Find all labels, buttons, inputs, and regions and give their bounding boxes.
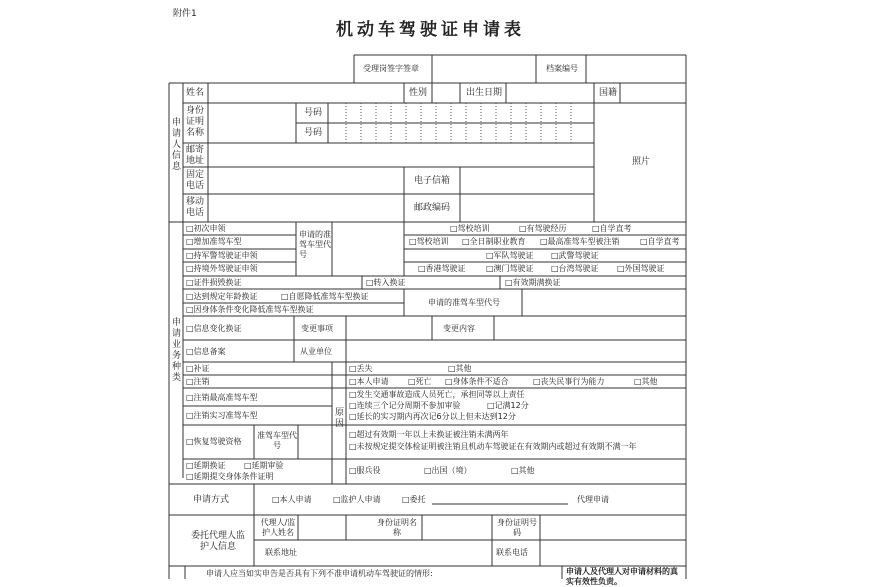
row4-option-1[interactable]: □香港驾驶证 [418, 264, 466, 273]
mobile-label: 移动电话 [186, 197, 205, 218]
photo-area[interactable] [595, 104, 685, 221]
email-label: 电子信箱 [414, 176, 451, 186]
voluntary-lower-option[interactable]: □自愿降低准驾车型换证 [281, 292, 369, 301]
agent-name-field[interactable] [299, 516, 345, 539]
acceptor-sign-label: 受理岗签字签章 [363, 64, 419, 73]
gender-label: 性别 [409, 88, 428, 98]
page-title: 机动车驾驶证申请表 [336, 20, 525, 40]
delay-reason-2[interactable]: □出国（境） [424, 466, 472, 475]
applied-code-label: 申请的准驾车型代号 [428, 298, 500, 307]
type-code-field[interactable] [333, 223, 403, 275]
landline-field[interactable] [209, 168, 403, 193]
agent-id-name-label: 身份证明名称 [377, 518, 417, 537]
id-number-field-2[interactable] [329, 124, 593, 142]
postcode-field[interactable] [461, 195, 593, 221]
delay-verify-option[interactable]: □延期审验 [244, 461, 284, 470]
expiry-renew-option[interactable]: □有效期满换证 [505, 278, 561, 287]
photo-label: 照片 [632, 157, 651, 167]
id-number-label-2: 号码 [304, 128, 323, 138]
email-field[interactable] [461, 168, 593, 193]
self-apply-option[interactable]: □本人申请 [272, 495, 312, 504]
entrust-option[interactable]: □委托 [402, 495, 426, 504]
health-lower-option[interactable]: □因身体条件变化降低准驾车型换证 [186, 305, 314, 314]
change-content-field[interactable] [495, 317, 685, 339]
applied-code-field[interactable] [523, 290, 685, 315]
record-option[interactable]: □信息备案 [186, 347, 226, 356]
agent-address-label: 联系地址 [265, 548, 297, 557]
cancel-highest-option[interactable]: □注销最高准驾车型 [186, 393, 258, 402]
agent-section-label: 委托代理人监护人信息 [190, 531, 245, 552]
applicant-section-label: 申请人信息 [171, 118, 181, 172]
row2-option-3[interactable]: □最高准驾车型被注销 [540, 237, 620, 246]
change-content-label: 变更内容 [443, 324, 475, 333]
nationality-label: 国籍 [599, 88, 618, 98]
cancel-reason-2[interactable]: □死亡 [408, 377, 432, 386]
acceptor-sign-field[interactable] [433, 56, 535, 82]
postcode-label: 邮政编码 [414, 203, 451, 213]
agent-id-name-field[interactable] [423, 516, 491, 539]
declaration-text: 申请人应当如实申告是否具有下列不准申请机动车驾驶证的情形: [206, 569, 433, 578]
employer-field[interactable] [347, 341, 685, 361]
agent-phone-field[interactable] [541, 541, 685, 565]
reason-label: 原因 [334, 408, 344, 429]
id-number-field-1[interactable] [329, 104, 593, 122]
cancel-reason-4[interactable]: □丧失民事行为能力 [533, 377, 605, 386]
row4-option-3[interactable]: □台湾驾驶证 [551, 264, 599, 273]
reissue-option[interactable]: □补证 [186, 364, 210, 373]
highest-reason-3[interactable]: □记满12分 [487, 401, 529, 410]
business-section-label: 申请业务种类 [171, 318, 181, 383]
add-type-option[interactable]: □增加准驾车型 [186, 237, 242, 246]
responsibility-note: 申请人及代理人对申请材料的真实有效性负责。 [566, 567, 678, 586]
overseas-license-option[interactable]: □持境外驾驶证申领 [186, 264, 258, 273]
reissue-other-option[interactable]: □其他 [448, 364, 472, 373]
transfer-renew-option[interactable]: □转入换证 [366, 278, 406, 287]
restore-reason-1[interactable]: □超过有效期一年以上未换证被注销未满两年 [349, 430, 509, 439]
employer-label: 从业单位 [300, 347, 332, 356]
agent-id-number-label: 身份证明号码 [497, 518, 537, 537]
first-apply-option[interactable]: □初次申领 [186, 224, 226, 233]
restore-reason-2[interactable]: □未按规定提交体检证明被注销且机动车驾驶证在有效期内或超过有效期不满一年 [349, 442, 637, 451]
delay-reason-1[interactable]: □服兵役 [349, 466, 381, 475]
cancel-intern-option[interactable]: □注销实习准驾车型 [186, 411, 258, 420]
intern-reason[interactable]: □延长的实习期内再次记6分以上但未达到12分 [349, 412, 516, 421]
birth-date-field[interactable] [507, 84, 593, 102]
info-change-option[interactable]: □信息变化换证 [186, 324, 242, 333]
row3-option-1[interactable]: □军队驾驶证 [486, 251, 534, 260]
name-field[interactable] [209, 84, 403, 102]
cancel-option[interactable]: □注销 [186, 377, 210, 386]
method-label: 申请方式 [193, 495, 230, 505]
age-renew-option[interactable]: □达到规定年龄换证 [186, 292, 258, 301]
id-number-label-1: 号码 [304, 108, 323, 118]
delay-renew-option[interactable]: □延期换证 [186, 461, 226, 470]
agent-id-number-field[interactable] [541, 516, 685, 539]
delay-health-option[interactable]: □延期提交身体条件证明 [186, 472, 274, 481]
file-number-field[interactable] [587, 56, 685, 82]
landline-label: 固定电话 [186, 170, 205, 191]
type-code-label: 申请的准驾车型代号 [299, 230, 331, 259]
delay-reason-3[interactable]: □其他 [511, 466, 535, 475]
agent-address-field[interactable] [299, 541, 491, 565]
guardian-apply-option[interactable]: □监护人申请 [333, 495, 381, 504]
row2-option-1[interactable]: □驾校培训 [409, 237, 449, 246]
attachment-label: 附件1 [173, 9, 197, 19]
mobile-field[interactable] [209, 195, 403, 221]
nationality-field[interactable] [621, 84, 685, 102]
birth-date-label: 出生日期 [466, 88, 503, 98]
military-license-option[interactable]: □持军警驾驶证申领 [186, 251, 258, 260]
gender-field[interactable] [433, 84, 459, 102]
row3-option-2[interactable]: □武警驾驶证 [551, 251, 599, 260]
restore-code-label: 准驾车型代号 [257, 431, 297, 450]
row2-option-2[interactable]: □全日制职业教育 [462, 237, 526, 246]
cancel-reason-3[interactable]: □身体条件不适合 [445, 377, 509, 386]
row4-option-2[interactable]: □澳门驾驶证 [486, 264, 534, 273]
highest-reason-1[interactable]: □发生交通事故造成人员死亡，承担同等以上责任 [349, 390, 525, 399]
id-name-label: 身份证明名称 [186, 106, 205, 138]
restore-option[interactable]: □恢复驾驶资格 [186, 437, 242, 446]
restore-code-field[interactable] [299, 426, 331, 458]
name-label: 姓名 [186, 88, 205, 98]
row2-option-4[interactable]: □自学直考 [640, 237, 680, 246]
row4-option-4[interactable]: □外国驾驶证 [617, 264, 665, 273]
row1-option-3[interactable]: □自学直考 [592, 224, 632, 233]
agent-apply-label: 代理申请 [577, 495, 609, 504]
highest-reason-2[interactable]: □连续三个记分周期不参加审验 [349, 401, 461, 410]
row1-option-2[interactable]: □有驾驶经历 [519, 224, 567, 233]
row1-option-1[interactable]: □驾校培训 [450, 224, 490, 233]
postal-address-label: 邮寄地址 [186, 145, 205, 166]
file-number-label: 档案编号 [546, 64, 578, 73]
agent-phone-label: 联系电话 [496, 548, 528, 557]
cancel-reason-5[interactable]: □其他 [634, 377, 658, 386]
lost-option[interactable]: □丢失 [349, 364, 373, 373]
change-items-label: 变更事项 [301, 324, 333, 333]
change-items-field[interactable] [347, 317, 431, 339]
cancel-reason-1[interactable]: □本人申请 [349, 377, 389, 386]
postal-address-field[interactable] [209, 144, 593, 166]
damaged-renew-option[interactable]: □证件损毁换证 [186, 278, 242, 287]
agent-name-label: 代理人/监护人姓名 [260, 518, 296, 537]
